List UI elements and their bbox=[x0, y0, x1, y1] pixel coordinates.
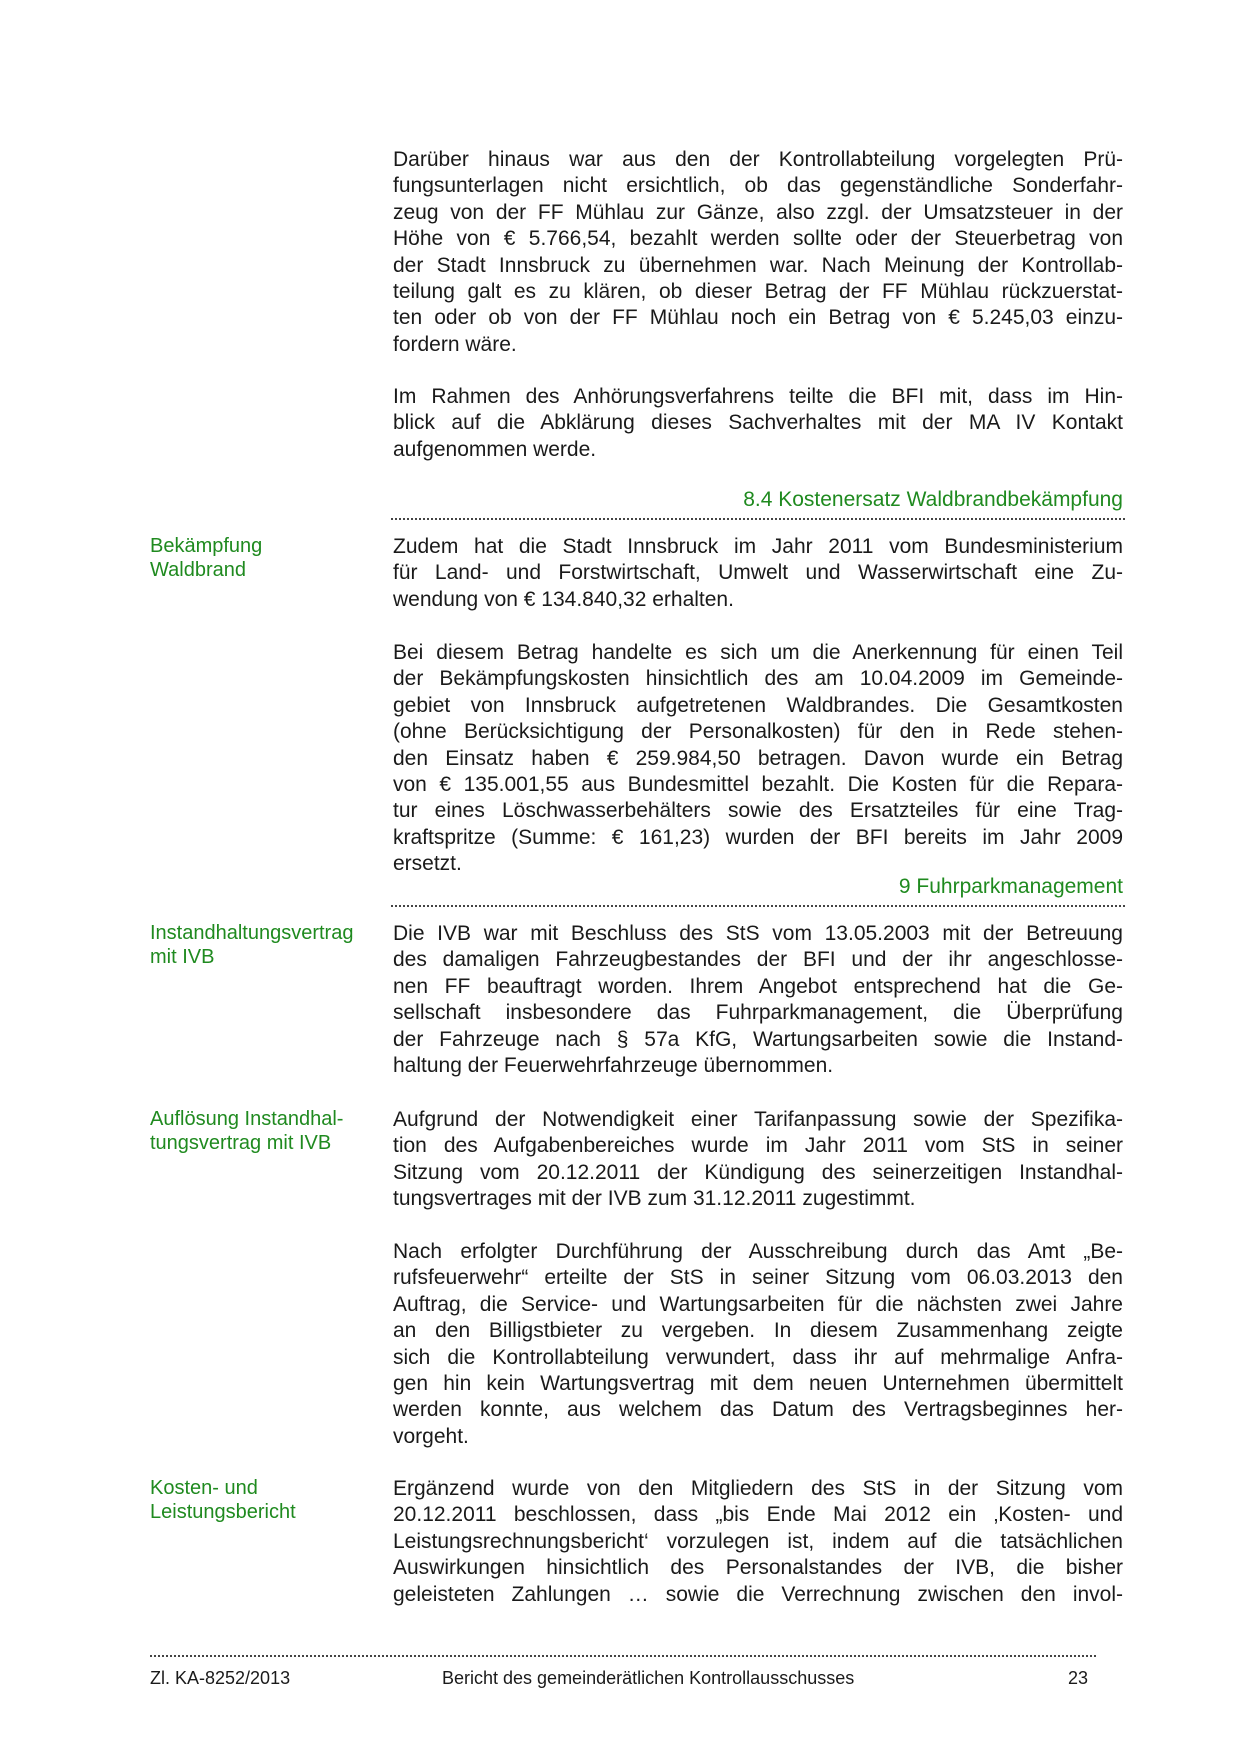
text-line: Aufgrund der Notwendigkeit einer Tarifanpassung sowie der Spezifika- bbox=[393, 1108, 1123, 1131]
margin-note-line: mit IVB bbox=[150, 946, 215, 968]
text-line: teilung galt es zu klären, ob dieser Betrag der FF Mühlau rückzuerstat- bbox=[393, 280, 1123, 304]
text-line: Auswirkungen hinsichtlich des Personalstandes der IVB, die bisher bbox=[393, 1556, 1123, 1580]
text-line: Höhe von € 5.766,54, bezahlt werden sollte oder der Steuerbetrag von bbox=[393, 227, 1123, 251]
margin-note-line: Waldbrand bbox=[150, 559, 246, 581]
paragraph-leistungsbericht bbox=[393, 1476, 1123, 1608]
text-line: rufsfeuerwehr“ erteilte der StS in seiner Sitzung vom 06.03.2013 den bbox=[393, 1266, 1123, 1290]
text-line: Darüber hinaus war aus den der Kontrollabteilung vorgelegten Prü- bbox=[393, 148, 1123, 171]
margin-note-line: Auflösung Instandhal- bbox=[150, 1108, 344, 1130]
text-line: fungsunterlagen nicht ersichtlich, ob das gegenständliche Sonderfahr- bbox=[393, 174, 1123, 198]
paragraph-zuwendung bbox=[393, 534, 1123, 613]
section-heading-9: 9 Fuhrparkmanagement bbox=[898, 875, 1123, 898]
footer-reference: Zl. KA-8252/2013 bbox=[150, 1668, 291, 1688]
paragraph-ausschreibung bbox=[393, 1239, 1123, 1450]
text-line: Nach erfolgter Durchführung der Ausschreibung durch das Amt „Be- bbox=[393, 1240, 1123, 1263]
text-line: gebiet von Innsbruck aufgetretenen Waldbrandes. Die Gesamtkosten bbox=[393, 693, 1123, 717]
text-line: für Land- und Forstwirtschaft, Umwelt und Wasserwirtschaft eine Zu- bbox=[393, 561, 1123, 585]
text-line: den Einsatz haben € 259.984,50 betragen. Davon wurde ein Betrag bbox=[393, 746, 1123, 770]
text-line: Die IVB war mit Beschluss des StS vom 13.05.2003 mit der Betreuung bbox=[393, 922, 1123, 945]
margin-note-kostenbericht bbox=[150, 1476, 380, 1524]
text-line: sellschaft insbesondere das Fuhrparkmanagement, die Überprüfung bbox=[393, 1001, 1123, 1025]
margin-note-line: Instandhaltungsvertrag bbox=[150, 922, 354, 944]
text-line: Auftrag, die Service- und Wartungsarbeiten für die nächsten zwei Jahre bbox=[393, 1292, 1123, 1316]
margin-note-line: tungsvertrag mit IVB bbox=[150, 1132, 332, 1154]
text-line: werden konnte, aus welchem das Datum des Vertragsbeginnes her- bbox=[393, 1398, 1123, 1422]
text-line: fordern wäre. bbox=[393, 332, 517, 356]
text-line: kraftspritze (Summe: € 161,23) wurden der BFI bereits im Jahr 2009 bbox=[393, 825, 1123, 849]
margin-note-line: Kosten- und bbox=[150, 1477, 258, 1499]
text-line: blick auf die Abklärung dieses Sachverhaltes mit der MA IV Kontakt bbox=[393, 411, 1123, 435]
margin-note-bekaempfung bbox=[150, 534, 380, 582]
paragraph-tarifanpassung bbox=[393, 1107, 1123, 1213]
paragraph-anerkennung bbox=[393, 640, 1123, 878]
margin-note-aufloesung bbox=[150, 1107, 380, 1155]
text-line: nen FF beauftragt worden. Ihrem Angebot entsprechend hat die Ge- bbox=[393, 974, 1123, 998]
section-heading-8-4: 8.4 Kostenersatz Waldbrandbekämpfung bbox=[743, 488, 1123, 511]
text-line: von € 135.001,55 aus Bundesmittel bezahlt. Die Kosten für die Repara- bbox=[393, 773, 1123, 797]
margin-note-line: Bekämpfung bbox=[150, 535, 263, 557]
text-line: tur eines Löschwasserbehälters sowie des Ersatzteiles für eine Trag- bbox=[393, 799, 1123, 823]
text-line: der Stadt Innsbruck zu übernehmen war. Nach Meinung der Kontrollab- bbox=[393, 253, 1123, 277]
text-line: vorgeht. bbox=[393, 1424, 469, 1448]
text-line: sich die Kontrollabteilung verwundert, dass ihr auf mehrmalige Anfra- bbox=[393, 1345, 1123, 1369]
text-line: aufgenommen werde. bbox=[393, 437, 597, 461]
margin-note-line: Leistungsbericht bbox=[150, 1501, 296, 1523]
text-line: tungsvertrages mit der IVB zum 31.12.2011 zugestimmt. bbox=[393, 1187, 916, 1211]
footer-title: Bericht des gemeinderätlichen Kontrollausschusses bbox=[442, 1668, 855, 1688]
heading-divider bbox=[391, 518, 1125, 520]
paragraph-steuerbetrag bbox=[393, 147, 1123, 358]
margin-note-instandhaltungsvertrag bbox=[150, 921, 380, 969]
paragraph-anhoerung bbox=[393, 384, 1123, 463]
text-line: der Fahrzeuge nach § 57a KfG, Wartungsarbeiten sowie die Instand- bbox=[393, 1027, 1123, 1051]
paragraph-ivb-betreuung bbox=[393, 921, 1123, 1079]
text-line: tion des Aufgabenbereiches wurde im Jahr 2011 vom StS in seiner bbox=[393, 1134, 1123, 1158]
text-line: wendung von € 134.840,32 erhalten. bbox=[393, 587, 734, 611]
footer-divider bbox=[150, 1655, 1096, 1657]
text-line: zeug von der FF Mühlau zur Gänze, also zzgl. der Umsatzsteuer in der bbox=[393, 200, 1123, 224]
text-line: ersetzt. bbox=[393, 852, 462, 876]
text-line: Ergänzend wurde von den Mitgliedern des StS in der Sitzung vom bbox=[393, 1477, 1123, 1500]
text-line: geleisteten Zahlungen … sowie die Verrechnung zwischen den invol- bbox=[393, 1582, 1123, 1606]
text-line: ten oder ob von der FF Mühlau noch ein Betrag von € 5.245,03 einzu- bbox=[393, 306, 1123, 330]
text-line: haltung der Feuerwehrfahrzeuge übernommen. bbox=[393, 1054, 834, 1078]
heading-divider bbox=[391, 905, 1125, 907]
text-line: (ohne Berücksichtigung der Personalkosten) für den in Rede stehen- bbox=[393, 720, 1123, 744]
text-line: der Bekämpfungskosten hinsichtlich des am 10.04.2009 im Gemeinde- bbox=[393, 667, 1123, 691]
text-line: Bei diesem Betrag handelte es sich um die Anerkennung für einen Teil bbox=[393, 641, 1123, 664]
text-line: an den Billigstbieter zu vergeben. In diesem Zusammenhang zeigte bbox=[393, 1319, 1123, 1343]
text-line: Leistungsrechnungsbericht‘ vorzulegen ist, indem auf die tatsächlichen bbox=[393, 1529, 1123, 1553]
text-line: Zudem hat die Stadt Innsbruck im Jahr 2011 vom Bundesministerium bbox=[393, 535, 1123, 558]
page-number: 23 bbox=[1068, 1668, 1089, 1688]
text-line: Sitzung vom 20.12.2011 der Kündigung des seinerzeitigen Instandhal- bbox=[393, 1160, 1123, 1184]
text-line: Im Rahmen des Anhörungsverfahrens teilte die BFI mit, dass im Hin- bbox=[393, 385, 1123, 408]
text-line: gen hin kein Wartungsvertrag mit dem neuen Unternehmen übermittelt bbox=[393, 1372, 1123, 1396]
text-line: des damaligen Fahrzeugbestandes der BFI und der ihr angeschlosse- bbox=[393, 948, 1123, 972]
text-line: 20.12.2011 beschlossen, dass „bis Ende Mai 2012 ein ‚Kosten- und bbox=[393, 1503, 1123, 1527]
